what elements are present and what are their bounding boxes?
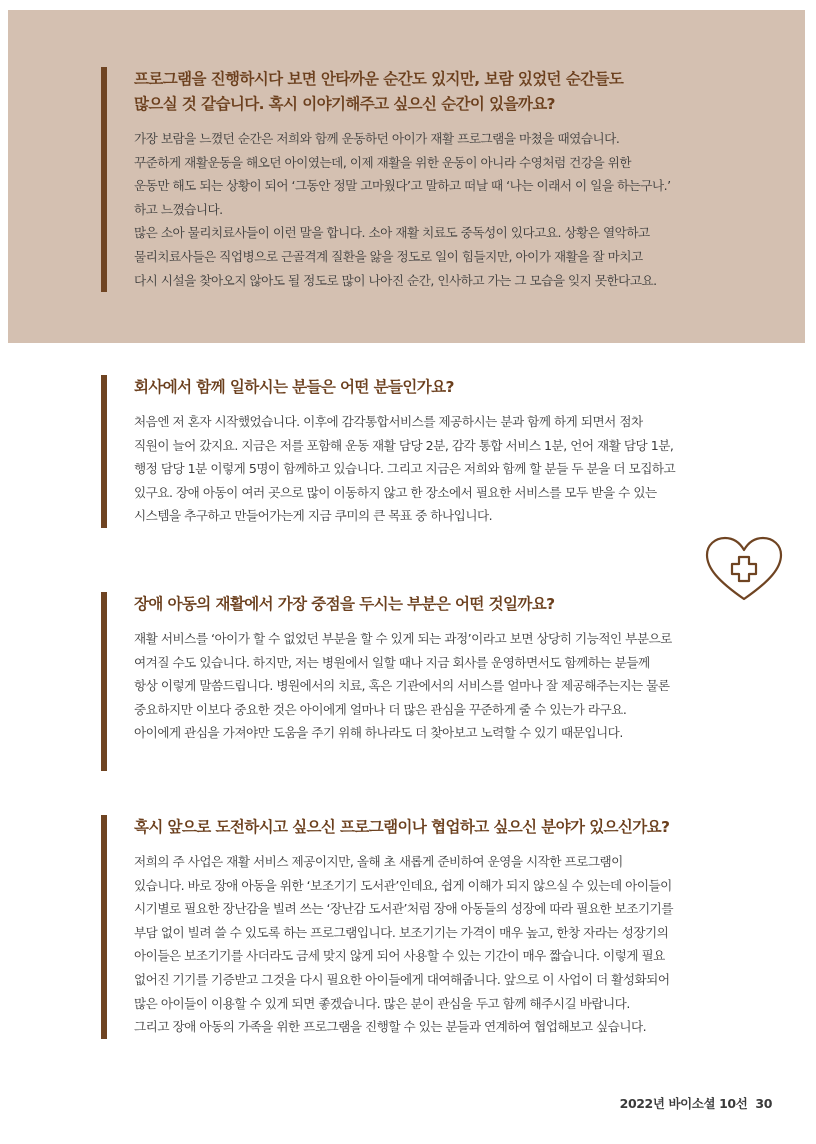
qa-section-3 [101,592,741,771]
question-heading: 프로그램을 진행하시다 보면 안타까운 순간도 있지만, 보람 있었던 순간들도 많으실 것 같습니다. 혹시 이야기해주고 싶으신 순간이 있을까요? [134,70,624,113]
question-heading: 장애 아동의 재활에서 가장 중점을 두시는 부분은 어떤 것일까요? [134,595,555,613]
qa-section-2 [101,375,741,528]
page-footer [620,1094,772,1112]
answer-text: 가장 보람을 느꼈던 순간은 저희와 함께 운동하던 아이가 재활 프로그램을 마쳤을 때였습니다. 꾸준하게 재활운동을 해오던 아이였는데, 이제 재활을 위한 운동이 아니라 수영처럼 건강을 위한 운동만 해도 되는 상황이 되어 ‘그동안 정말 고마웠다’고 말하고 떠날 때 ‘나는 이래서 이 일을 하는구나.’ 하고 느꼈습니다. 많은 소아 물리치료사들이 이런 말을 합니다. 소아 재활 치료도 중독성이 있다고요. 상황은 열악하고 물리치료사들은 직업병으로 근골격계 질환을 앓을 정도로 일이 힘들지만, 아이가 재활을 잘 마치고 다시 시설을 찾아오지 않아도 될 정도로 많이 나아진 순간, 인사하고 가는 그 모습을 잊지 못한다고요. [134,131,671,288]
page-number: 30 [755,1096,772,1111]
qa-section-1 [101,67,741,292]
question-heading: 혹시 앞으로 도전하시고 싶으신 프로그램이나 협업하고 싶으신 분야가 있으신가요? [134,818,670,836]
answer-text: 재활 서비스를 ‘아이가 할 수 없었던 부분을 할 수 있게 되는 과정’이라고 보면 상당히 기능적인 부분으로 여겨질 수도 있습니다. 하지만, 저는 병원에서 일할 때나 지금 회사를 운영하면서도 함께하는 분들께 항상 이렇게 말씀드립니다. 병원에서의 치료, 혹은 기관에서의 서비스를 얼마나 잘 제공해주는지는 물론 중요하지만 이보다 중요한 것은 아이에게 얼마나 더 많은 관심을 꾸준하게 줄 수 있는가 라구요. 아이에게 관심을 가져야만 도움을 주기 위해 하나라도 더 찾아보고 노력할 수 있기 때문입니다. [134,631,672,741]
answer-text: 저희의 주 사업은 재활 서비스 제공이지만, 올해 초 새롭게 준비하여 운영을 시작한 프로그램이 있습니다. 바로 장애 아동을 위한 ‘보조기기 도서관’인데요, 쉽게 이해가 되지 않으실 수 있는데 아이들이 시기별로 필요한 장난감을 빌려 쓰는 ‘장난감 도서관’처럼 장애 아동들의 성장에 따라 필요한 보조기기를 부담 없이 빌려 쓸 수 있도록 하는 프로그램입니다. 보조기기는 가격이 매우 높고, 한창 자라는 성장기의 아이들은 보조기기를 사더라도 금세 맞지 않게 되어 사용할 수 있는 기간이 매우 짧습니다. 이렇게 필요 없어진 기기를 기증받고 그것을 다시 필요한 아이들에게 대여해줍니다. 앞으로 이 사업이 더 활성화되어 많은 아이들이 이용할 수 있게 되면 좋겠습니다. 많은 분이 관심을 두고 함께 해주시길 바랍니다. 그리고 장애 아동의 가족을 위한 프로그램을 진행할 수 있는 분들과 연계하여 협업해보고 싶습니다. [134,854,673,1035]
answer-text: 처음엔 저 혼자 시작했었습니다. 이후에 감각통합서비스를 제공하시는 분과 함께 하게 되면서 점차 직원이 늘어 갔지요. 지금은 저를 포함해 운동 재활 담당 2분, 감각 통합 서비스 1분, 언어 재활 담당 1분, 행정 담당 1분 이렇게 5명이 함께하고 있습니다. 그리고 지금은 저희와 함께 할 분들 두 분을 더 모집하고 있구요. 장애 아동이 여러 곳으로 많이 이동하지 않고 한 장소에서 필요한 서비스를 모두 받을 수 있는 시스템을 추구하고 만들어가는게 지금 쿠미의 큰 목표 중 하나입니다. [134,414,676,524]
question-heading: 회사에서 함께 일하시는 분들은 어떤 분들인가요? [134,378,454,396]
qa-section-4 [101,815,741,1039]
publication-title: 2022년 바이소셜 10선 [619,1096,748,1111]
